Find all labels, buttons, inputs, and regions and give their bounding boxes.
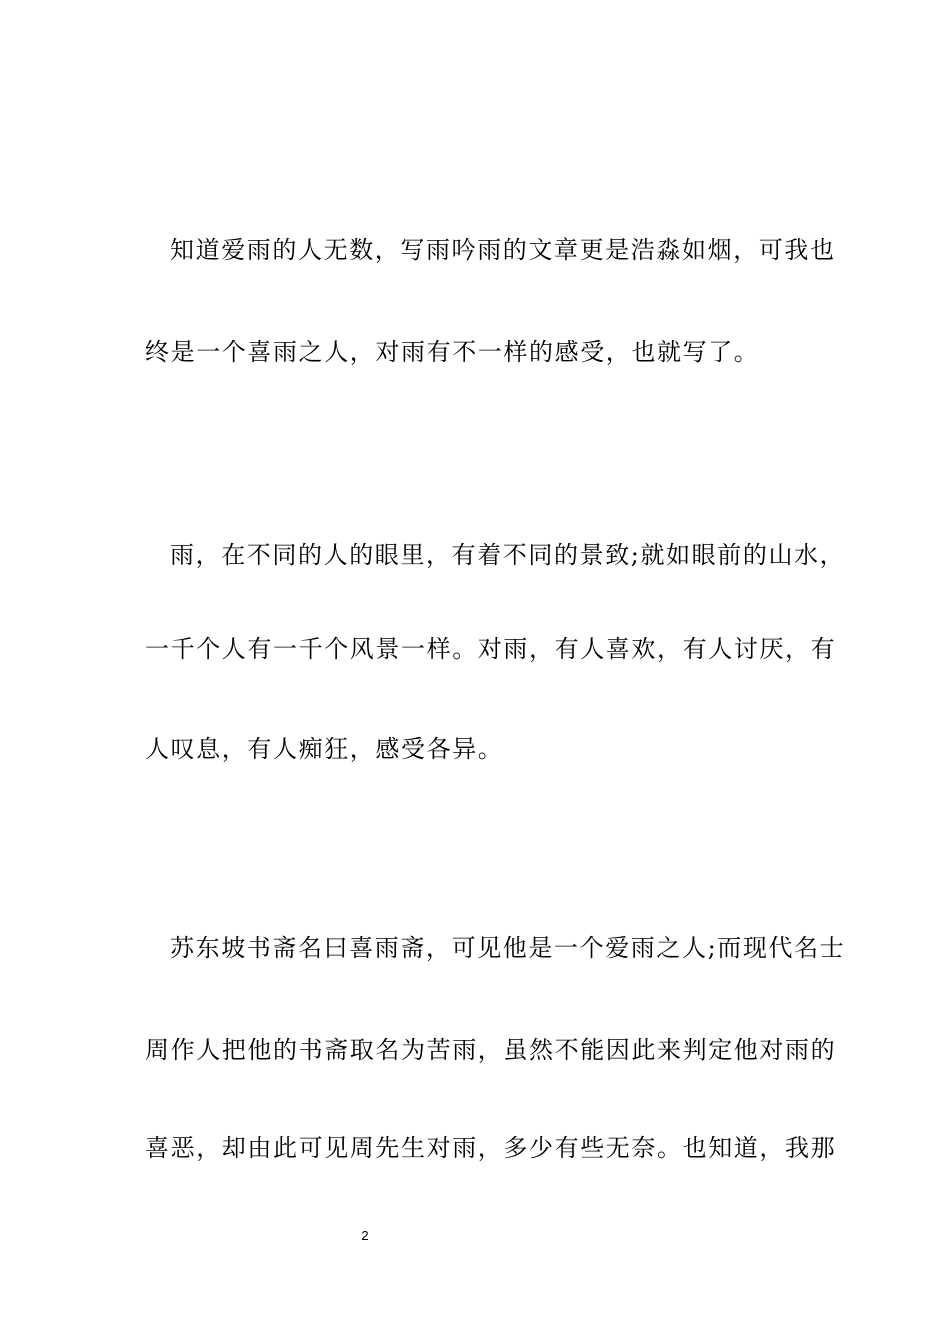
text-line: 周作人把他的书斋取名为苦雨，虽然不能因此来判定他对雨的	[145, 1036, 837, 1064]
text-line: 雨，在不同的人的眼里，有着不同的景致;就如眼前的山水，	[170, 541, 846, 569]
text-line: 苏东坡书斋名曰喜雨斋，可见他是一个爱雨之人;而现代名士	[170, 934, 846, 962]
text-line: 终是一个喜雨之人，对雨有不一样的感受，也就写了。	[145, 338, 760, 366]
page-number: 2	[361, 1228, 369, 1243]
text-line: 喜恶，却由此可见周先生对雨，多少有些无奈。也知道，我那	[145, 1134, 837, 1162]
text-line: 知道爱雨的人无数，写雨吟雨的文章更是浩淼如烟，可我也	[170, 236, 836, 264]
text-line: 人叹息，有人痴狂，感受各异。	[145, 735, 504, 763]
text-line: 一千个人有一千个风景一样。对雨，有人喜欢，有人讨厌，有	[145, 635, 837, 663]
